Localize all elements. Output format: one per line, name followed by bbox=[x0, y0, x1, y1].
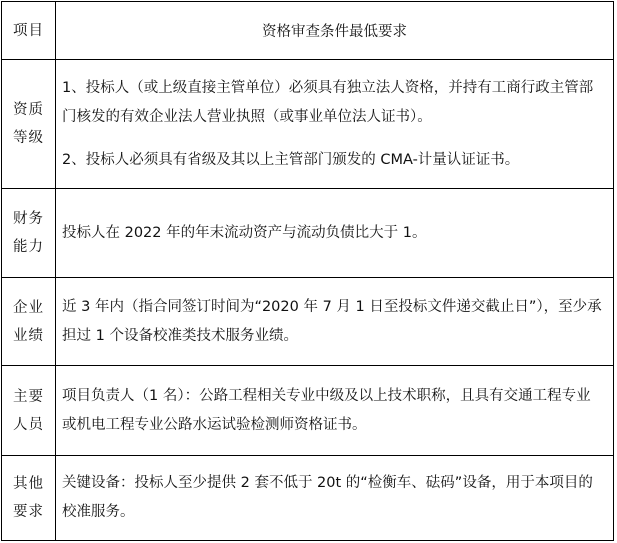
header-requirement-cell: 资格审查条件最低要求 bbox=[56, 2, 614, 60]
row-label-line: 企业 bbox=[13, 299, 44, 316]
row-label-line: 要求 bbox=[13, 504, 44, 520]
requirement-paragraph: 1、投标人（或上级直接主管单位）必须具有独立法人资格，并持有工商行政主管部门核发的有效企业法人营业执照（或事业单位法人证书）。 bbox=[62, 79, 594, 125]
row-label-line: 业绩 bbox=[13, 327, 44, 344]
row-label bbox=[2, 456, 56, 541]
row-content bbox=[56, 278, 614, 366]
table-header-row bbox=[2, 2, 614, 60]
row-label bbox=[2, 278, 56, 366]
row-content bbox=[56, 189, 614, 278]
requirement-paragraph: 2、投标人必须具有省级及其以上主管部门颁发的 CMA-计量认证证书。 bbox=[62, 151, 520, 168]
requirement-paragraph: 近 3 年内（指合同签订时间为“2020 年 7 月 1 日至投标文件递交截止日”），至少承担过 1 个设备校准类技术服务业绩。 bbox=[62, 298, 602, 344]
table-row-company-performance bbox=[2, 278, 614, 366]
row-label bbox=[2, 366, 56, 456]
row-label-line: 能力 bbox=[13, 239, 44, 255]
requirement-paragraph: 投标人在 2022 年的年末流动资产与流动负债比大于 1。 bbox=[62, 224, 427, 241]
row-label-line: 人员 bbox=[13, 416, 44, 433]
row-content bbox=[56, 366, 614, 456]
row-content bbox=[56, 60, 614, 189]
table-row-qualification-level bbox=[2, 60, 614, 189]
row-label bbox=[2, 189, 56, 278]
table-row-financial-capacity bbox=[2, 189, 614, 278]
row-label-line: 其他 bbox=[13, 476, 44, 492]
row-label-line: 财务 bbox=[13, 211, 44, 227]
row-label-line: 等级 bbox=[13, 130, 44, 146]
row-label-line: 资质 bbox=[13, 102, 44, 118]
qualification-table bbox=[1, 1, 614, 541]
table-row-key-personnel bbox=[2, 366, 614, 456]
row-label-line: 主要 bbox=[13, 388, 44, 405]
table-row-other-requirements bbox=[2, 456, 614, 541]
row-label bbox=[2, 60, 56, 189]
requirement-paragraph: 项目负责人（1 名）：公路工程相关专业中级及以上技术职称，且具有交通工程专业或机电工程专业公路水运试验检测师资格证书。 bbox=[62, 387, 591, 433]
header-item-cell: 项目 bbox=[2, 2, 56, 60]
requirement-paragraph: 关键设备：投标人至少提供 2 套不低于 20t 的“检衡车、砝码”设备，用于本项目的校准服务。 bbox=[62, 475, 593, 520]
row-content bbox=[56, 456, 614, 541]
